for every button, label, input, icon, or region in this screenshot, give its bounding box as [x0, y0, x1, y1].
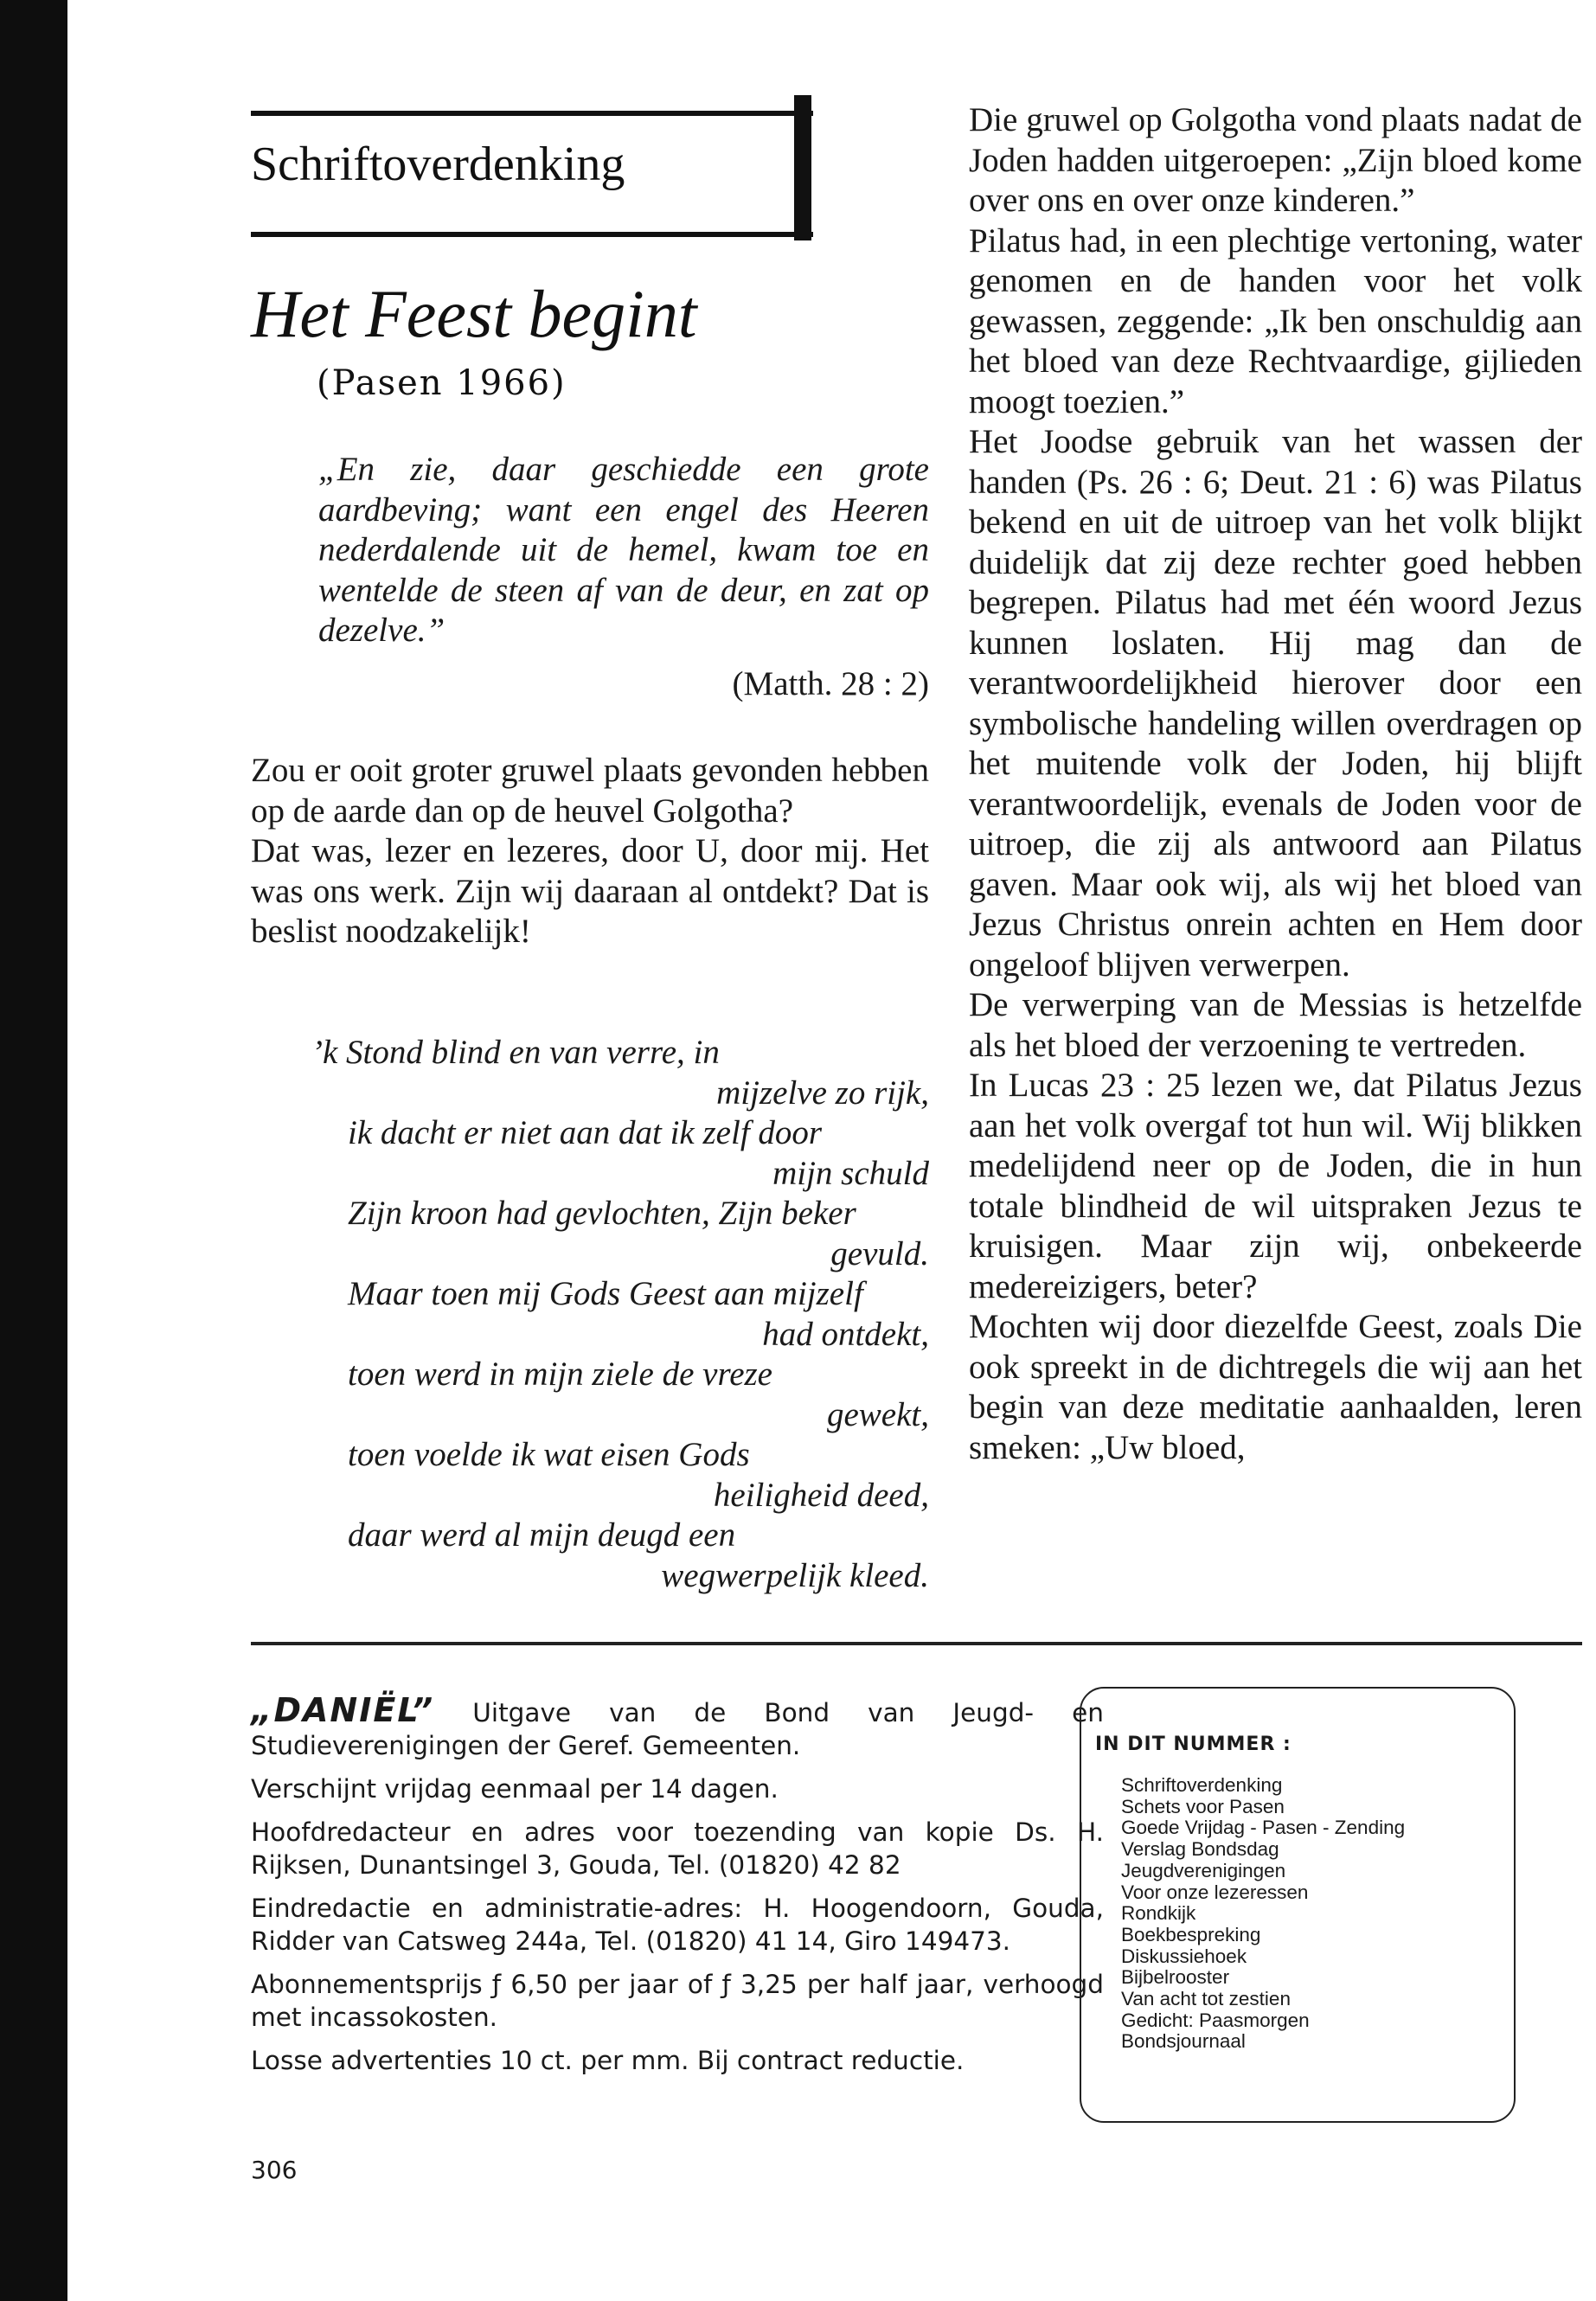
poem-line: toen werd in mijn ziele de vreze [348, 1356, 772, 1393]
scan-edge [0, 0, 67, 2301]
contents-item: Verslag Bondsdag [1121, 1838, 1279, 1861]
colophon-editor: Hoofdredacteur en adres voor toezending van kopie Ds. H. Rijksen, Dunantsingel 3, Gouda, Tel. (01820) 42 82 [251, 1817, 1104, 1880]
contents-item: Bondsjournaal [1121, 2030, 1246, 2053]
magazine-logo: „DANIËL” [251, 1691, 435, 1729]
contents-item: Diskussiehoek [1121, 1945, 1247, 1967]
footer-divider [251, 1642, 1582, 1645]
rubric-title: Schriftoverdenking [251, 138, 625, 191]
contents-item: Gedicht: Paasmorgen [1121, 2009, 1310, 2031]
contents-item: Jeugdverenigingen [1121, 1859, 1286, 1881]
poem-line: ik dacht er niet aan dat ik zelf door [348, 1114, 823, 1151]
paragraph: Dat was, lezer en lezeres, door U, door mij. Het was ons werk. Zijn wij daaraan al ontdekt? Dat is beslist noodzakelijk! [251, 832, 929, 950]
paragraph: Pilatus had, in een plechtige vertoning, water genomen en de handen voor het volk gewassen, zeggende: „Ik ben onschuldig aan het bloed van deze Rechtvaardige, gijlieden moogt toezien.” [969, 221, 1582, 420]
poem-line: toen voelde ik wat eisen Gods [348, 1436, 750, 1473]
rubric-bottom-rule [251, 232, 813, 237]
paragraph: In Lucas 23 : 25 lezen we, dat Pilatus Jezus aan het volk overgaf tot hun wil. Wij blikken medelijdend neer op de Joden, die in hun totale blindheid de wil uitspraken Jezus te kruisigen. Maar zijn wij, onbekeerde medereizigers, beter? [969, 1067, 1582, 1305]
rubric-side-bar [794, 95, 811, 240]
contents-item: Van acht tot zestien [1121, 1988, 1291, 2010]
poem-line: ’k Stond blind en van verre, in [311, 1034, 720, 1071]
right-column-body [969, 100, 1582, 1468]
scripture-reference: (Matth. 28 : 2) [732, 665, 929, 702]
poem-line: daar werd al mijn deugd een [348, 1516, 736, 1554]
paragraph: De verwerping van de Messias is hetzelfde als het bloed der verzoening te vertreden. [969, 986, 1582, 1064]
poem [251, 1033, 929, 1596]
paragraph: Die gruwel op Golgotha vond plaats nadat de Joden hadden uitgeroepen: „Zijn bloed kome over ons en over onze kinderen.” [969, 101, 1582, 219]
poem-line-continuation: wegwerpelijk kleed. [661, 1556, 929, 1594]
contents-item: Schets voor Pasen [1121, 1795, 1285, 1817]
poem-line-continuation: gewekt, [826, 1395, 929, 1433]
poem-line: Maar toen mij Gods Geest aan mijzelf [348, 1275, 863, 1312]
paragraph: Mochten wij door diezelfde Geest, zoals Die ook spreekt in de dichtregels die wij aan het begin van deze meditatie aanhaalden, leren smeken: „Uw bloed, [969, 1308, 1582, 1466]
contents-item: Bijbelrooster [1121, 1966, 1230, 1989]
scripture-quote: „En zie, daar geschiedde een grote aardbeving; want een engel des Heeren nederdalende uit de hemel, kwam toe en wentelde de steen af van de deur, en zat op dezelve.” [318, 451, 929, 649]
colophon-frequency: Verschijnt vrijdag eenmaal per 14 dagen. [251, 1774, 779, 1804]
page-number: 306 [251, 2156, 298, 2184]
paragraph: Het Joodse gebruik van het wassen der handen (Ps. 26 : 6; Deut. 21 : 6) was Pilatus bekend en uit de uitroep van het volk blijkt duidelijk dat zij deze rechter goed hebben begrepen. Pilatus had met één woord Jezus kunnen loslaten. Hij mag dan de verantwoordelijkheid hierover door een symbolische handeling willen overdragen op het muitende volk der Joden, hij blijft verantwoordelijk, evenals de Joden voor de uitroep, die zij als antwoord aan Pilatus gaven. Maar ook wij, als wij het bloed van Jezus Christus onrein achten en Hem door ongeloof blijven verwerpen. [969, 423, 1582, 984]
contents-list [1121, 1775, 1405, 2053]
contents-item: Goede Vrijdag - Pasen - Zending [1121, 1817, 1406, 1839]
contents-heading: IN DIT NUMMER : [1095, 1734, 1292, 1755]
rubric-top-rule [251, 111, 813, 116]
paragraph: Zou er ooit groter gruwel plaats gevonden hebben op de aarde dan op de heuvel Golgotha? [251, 752, 929, 830]
article-subtitle: (Pasen 1966) [317, 363, 567, 403]
colophon-publisher [251, 1691, 1104, 1762]
article-title: Het Feest begint [251, 276, 697, 351]
colophon-ads: Losse advertenties 10 ct. per mm. Bij contract reductie. [251, 2046, 965, 2075]
contents-item: Rondkijk [1121, 1902, 1196, 1925]
page [67, 0, 1596, 2301]
poem-line-continuation: had ontdekt, [762, 1315, 929, 1353]
poem-line-continuation: mijzelve zo rijk, [716, 1074, 929, 1112]
contents-item: Boekbespreking [1121, 1923, 1261, 1945]
poem-line-continuation: mijn schuld [772, 1154, 929, 1192]
poem-line-continuation: gevuld. [830, 1234, 929, 1272]
colophon-subscription: Abonnementsprijs ƒ 6,50 per jaar of ƒ 3,25 per half jaar, verhoogd met incassokosten. [251, 1970, 1104, 2032]
contents-item: Voor onze lezeressen [1121, 1881, 1309, 1903]
colophon-admin: Eindredactie en administratie-adres: H. Hoogendoorn, Gouda, Ridder van Catsweg 244a, Tel. (01820) 41 14, Giro 149473. [251, 1894, 1104, 1956]
poem-line: Zijn kroon had gevlochten, Zijn beker [348, 1195, 856, 1232]
colophon [251, 1691, 1104, 2087]
left-column-body [251, 751, 929, 952]
publisher-text: Uitgave van de Bond van Jeugd- en Studieverenigingen der Geref. Gemeenten. [251, 1698, 1104, 1760]
poem-line-continuation: heiligheid deed, [713, 1476, 929, 1514]
contents-item: Schriftoverdenking [1121, 1774, 1283, 1796]
